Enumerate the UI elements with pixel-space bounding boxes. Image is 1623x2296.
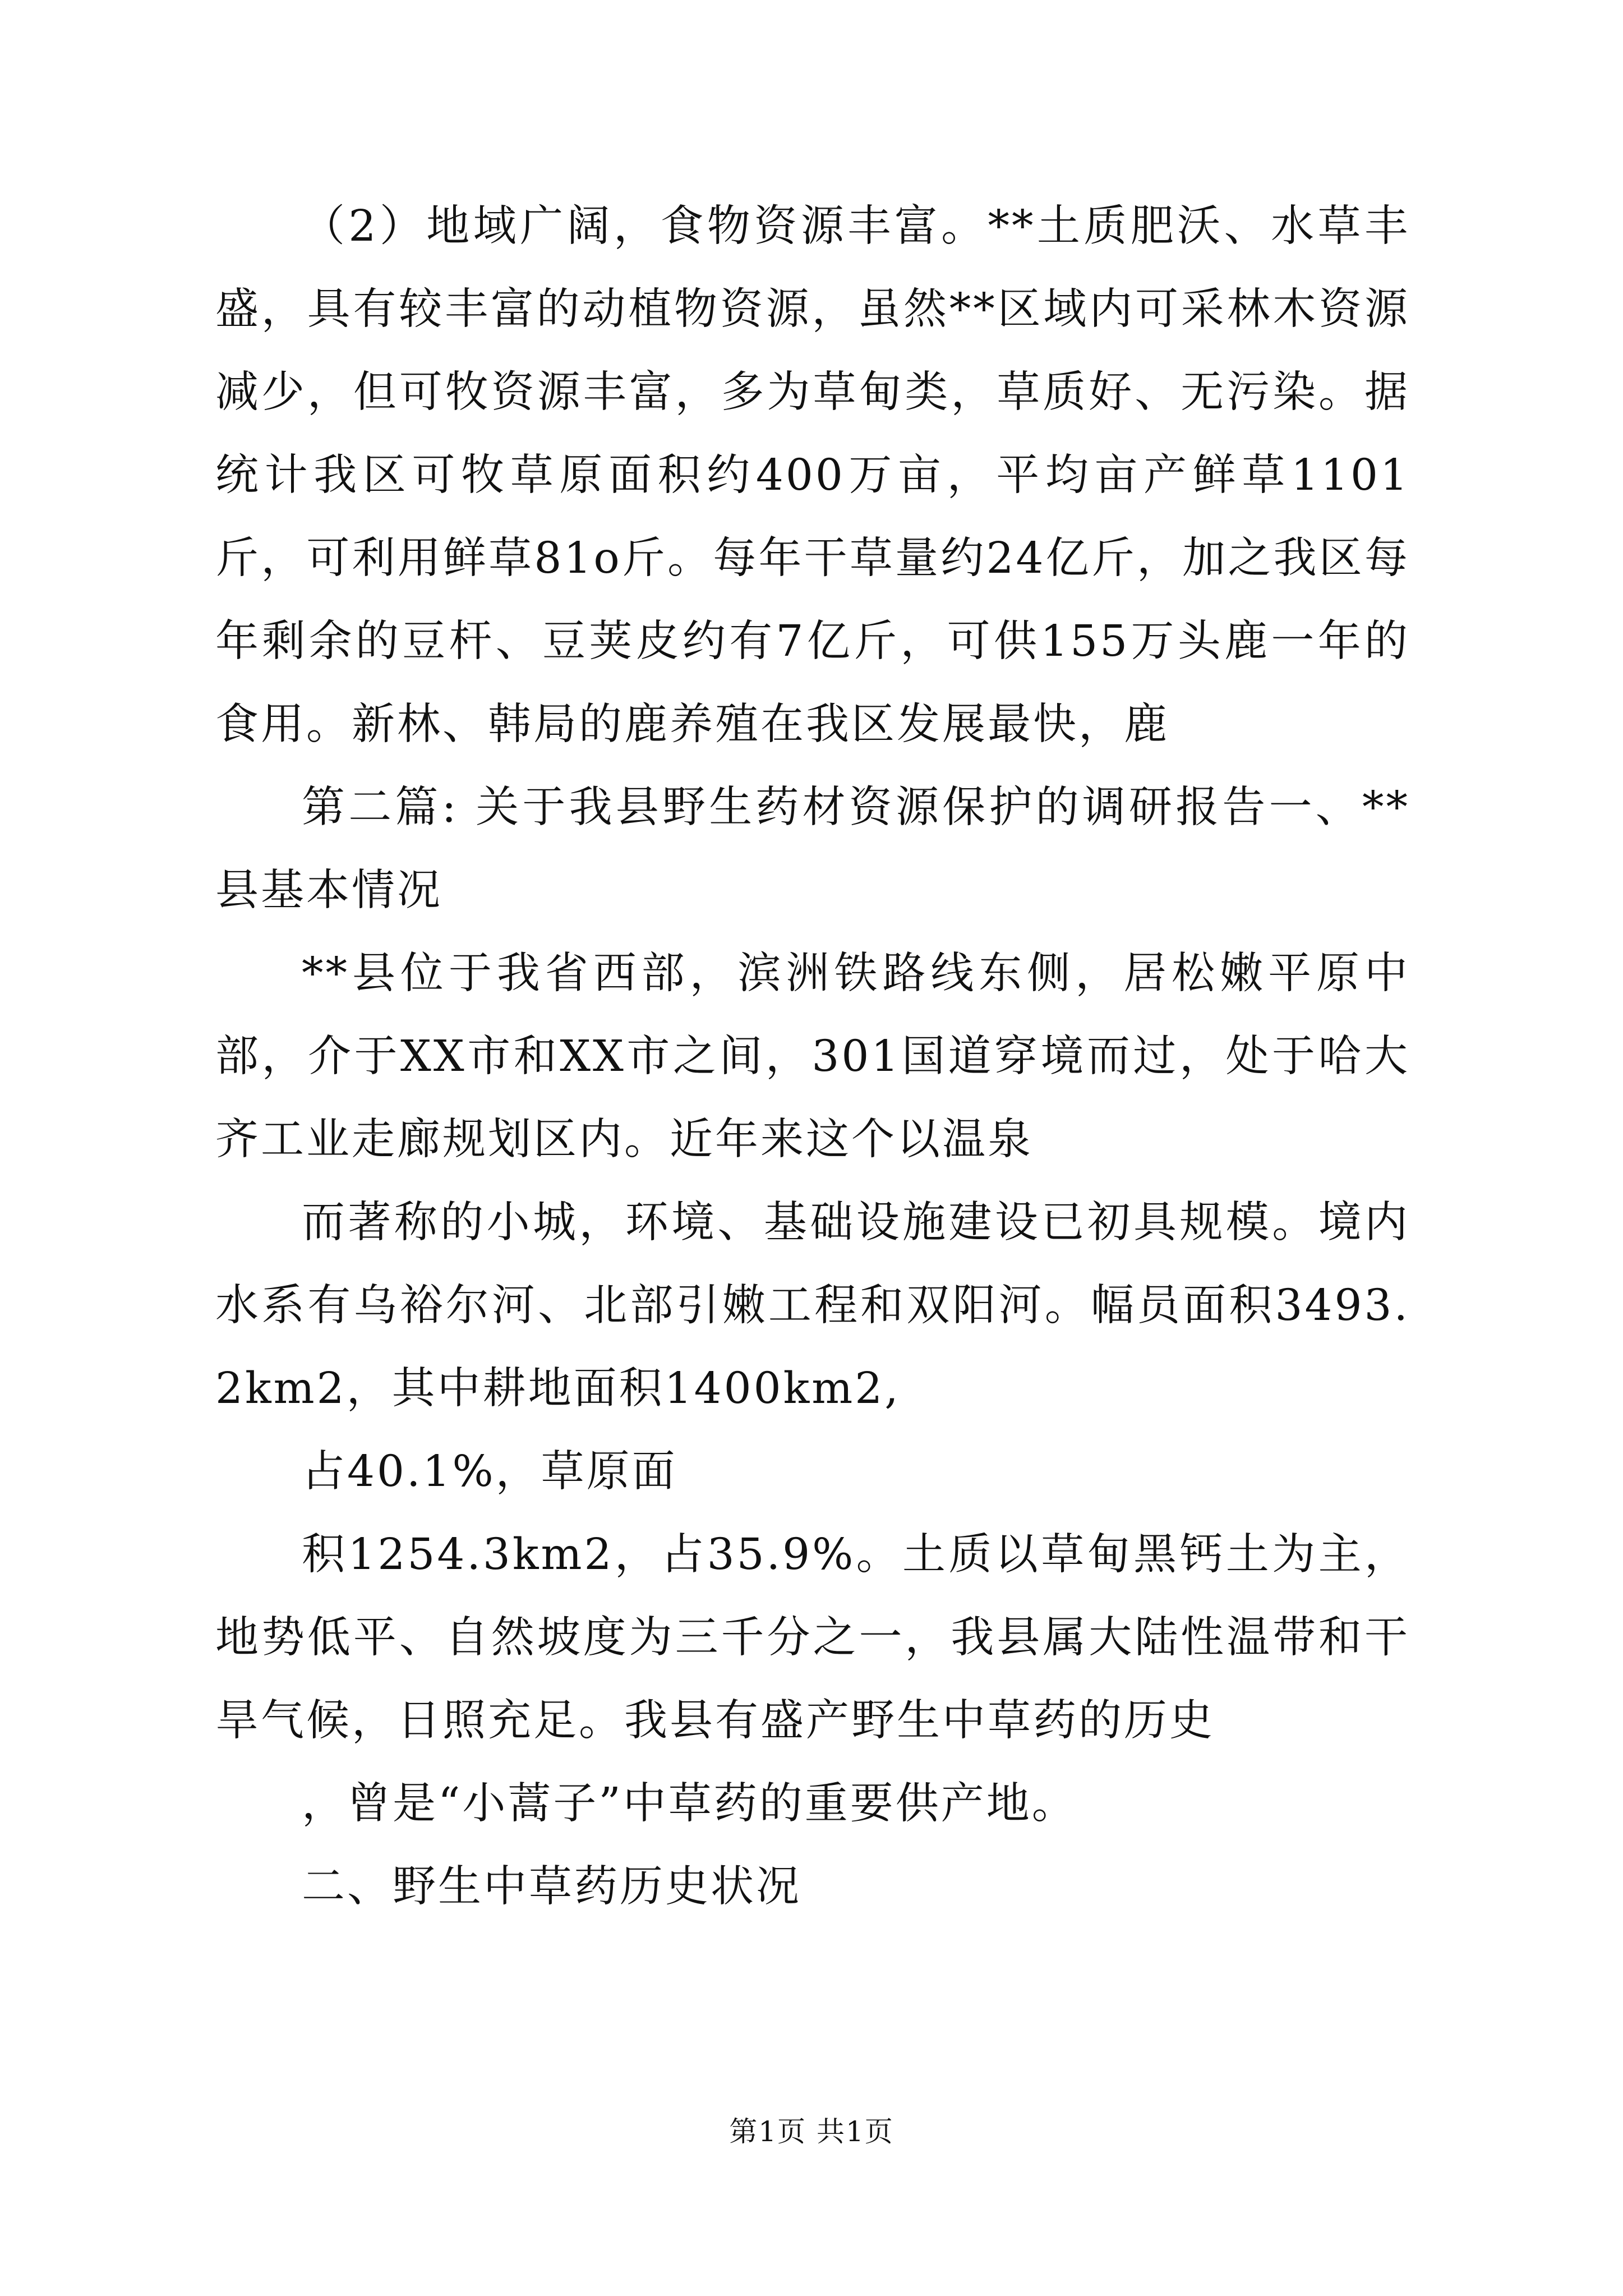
paragraph-county-location: **县位于我省西部，滨洲铁路线东侧，居松嫩平原中部，介于XX市和XX市之间，301国道穿境而过，处于哈大齐工业走廊规划区内。近年来这个以温泉	[215, 949, 1410, 1165]
section-heading-history: 二、野生中草药历史状况	[302, 1862, 801, 1912]
paragraph-supply-origin: ，曾是“小蒿子”中草药的重要供产地。	[302, 1779, 1077, 1829]
paragraph-grassland-share: 占40.1%，草原面	[302, 1447, 677, 1497]
paragraph-soil-climate: 积1254.3km2，占35.9%。土质以草甸黑钙土为主，地势低平、自然坡度为三千分之一，我县属大陆性温带和干旱气候，日照充足。我县有盛产野生中草药的历史	[215, 1530, 1410, 1746]
paragraph-resources: （2）地域广阔，食物资源丰富。**土质肥沃、水草丰盛，具有较丰富的动植物资源，虽然**区域内可采林木资源减少，但可牧资源丰富，多为草甸类，草质好、无污染。据统计我区可牧草原面积约400万亩，平均亩产鲜草1101斤，可利用鲜草81o斤。每年干草量约24亿斤，加之我区每年剩余的豆杆、豆荚皮约有7亿斤，可供155万头鹿一年的食用。新林、韩局的鹿养殖在我区发展最快，鹿	[215, 201, 1410, 749]
document-body	[215, 185, 1410, 1929]
paragraph-environment: 而著称的小城，环境、基础设施建设已初具规模。境内水系有乌裕尔河、北部引嫩工程和双阳河。幅员面积3493.2km2，其中耕地面积1400km2,	[215, 1198, 1410, 1414]
paragraph-second-chapter-title: 第二篇: 关于我县野生药材资源保护的调研报告一、**县基本情况	[215, 783, 1410, 915]
page-footer: 第1页 共1页	[729, 2115, 894, 2148]
